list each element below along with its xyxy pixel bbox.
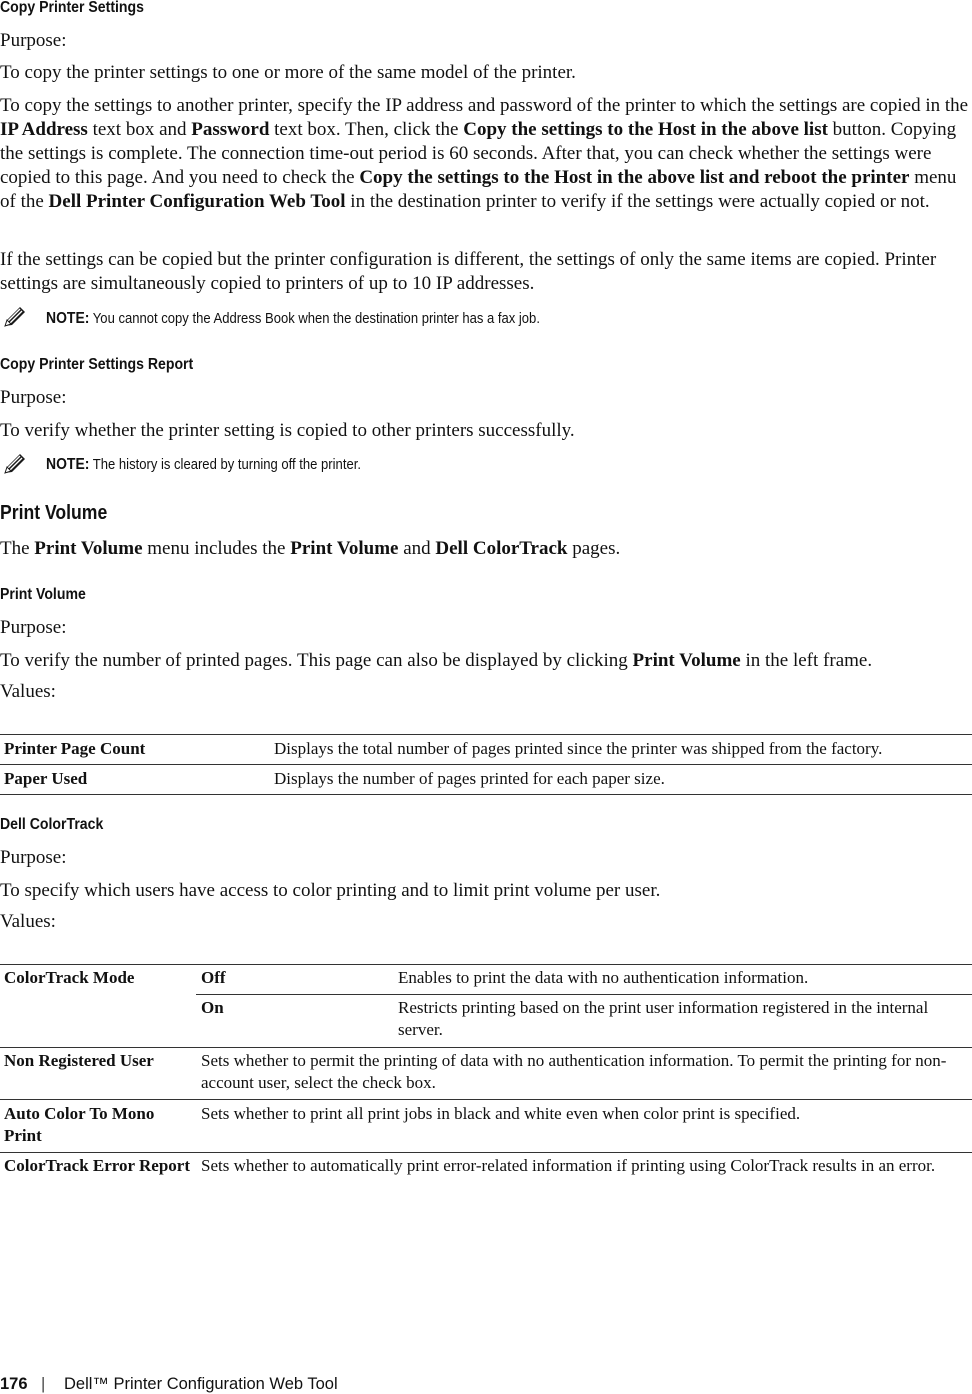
values-label: Values:: [0, 911, 56, 932]
table-row-desc: Sets whether to permit the printing of data with no authentication information. To permit the printing for non-account user, select the check box.: [201, 1051, 947, 1092]
table-row-desc: Displays the total number of pages printed since the printer was shipped from the factory.: [274, 739, 883, 758]
table-row-desc: Sets whether to print all print jobs in black and white even when color print is specified.: [201, 1104, 801, 1123]
purpose-text: To copy the printer settings to one or more of the same model of the printer.: [0, 62, 576, 83]
purpose-label: Purpose:: [0, 617, 67, 638]
table-row-name: Printer Page Count: [4, 739, 146, 758]
purpose-label: Purpose:: [0, 30, 67, 51]
print-volume-intro: The Print Volume menu includes the Print Volume and Dell ColorTrack pages.: [0, 538, 621, 559]
table-rule: [196, 994, 972, 995]
table-rule: [0, 1152, 972, 1153]
table-row-desc: Displays the number of pages printed for each paper size.: [274, 769, 665, 788]
table-rule: [0, 794, 972, 795]
section-heading-copy-printer-settings: Copy Printer Settings: [0, 0, 144, 16]
purpose-label: Purpose:: [0, 847, 67, 868]
table-rule: [0, 964, 972, 965]
table-row-name: Auto Color To Mono Print: [4, 1104, 155, 1145]
purpose-text: To specify which users have access to color printing and to limit print volume per user.: [0, 880, 661, 901]
table-row-desc: Sets whether to automatically print error-related information if printing using ColorTrack results in an error.: [201, 1156, 936, 1175]
note-copy-settings: NOTE: You cannot copy the Address Book when the destination printer has a fax job.: [46, 310, 540, 327]
note-pencil-icon: [3, 453, 29, 480]
purpose-text: To verify whether the printer setting is copied to other printers successfully.: [0, 420, 575, 441]
table-rule: [0, 734, 972, 735]
footer-separator: |: [41, 1375, 46, 1393]
footer-title: Dell™ Printer Configuration Web Tool: [64, 1375, 338, 1393]
note-copy-report: NOTE: The history is cleared by turning off the printer.: [46, 456, 361, 473]
note-pencil-icon: [3, 306, 29, 333]
table-row-name: Paper Used: [4, 769, 88, 788]
purpose-text: To verify the number of printed pages. This page can also be displayed by clicking Print Volume in the left frame.: [0, 650, 873, 671]
purpose-label: Purpose:: [0, 387, 67, 408]
table-row-name: Non Registered User: [4, 1051, 154, 1070]
table-rule: [0, 1047, 972, 1048]
option-on: On: [201, 998, 224, 1017]
table-row-name: ColorTrack Error Report: [4, 1156, 191, 1175]
option-off: Off: [201, 968, 226, 987]
copy-settings-instructions: To copy the settings to another printer, specify the IP address and password of the printer to which the settings are copied in the IP Address text box and Password text box. Then, click the Copy the settings to the Host in the above list button. Copying the settings is complete. The connection time-out period is 60 seconds. After that, you can check whether the settings were copied to this page. And you need to check the Copy the settings to the Host in the above list and reboot the printer menu of the Dell Printer Configuration Web Tool in the destination printer to verify if the settings were actually copied or not.: [0, 95, 969, 212]
table-row-name: ColorTrack Mode: [4, 968, 135, 987]
option-off-desc: Enables to print the data with no authentication information.: [398, 968, 809, 987]
section-heading-copy-report: Copy Printer Settings Report: [0, 356, 194, 373]
page-heading-print-volume: Print Volume: [0, 586, 86, 603]
table-rule: [0, 764, 972, 765]
copy-settings-details: If the settings can be copied but the printer configuration is different, the settings of only the same items are copied. Printer settings are simultaneously copied to printers of up to 10 IP addresses.: [0, 249, 937, 294]
page-number: 176: [0, 1375, 28, 1393]
option-on-desc: Restricts printing based on the print user information registered in the internal server.: [398, 998, 929, 1039]
values-label: Values:: [0, 681, 56, 702]
section-heading-print-volume: Print Volume: [0, 502, 108, 524]
table-rule: [0, 1099, 972, 1100]
page-heading-dell-colortrack: Dell ColorTrack: [0, 816, 104, 833]
